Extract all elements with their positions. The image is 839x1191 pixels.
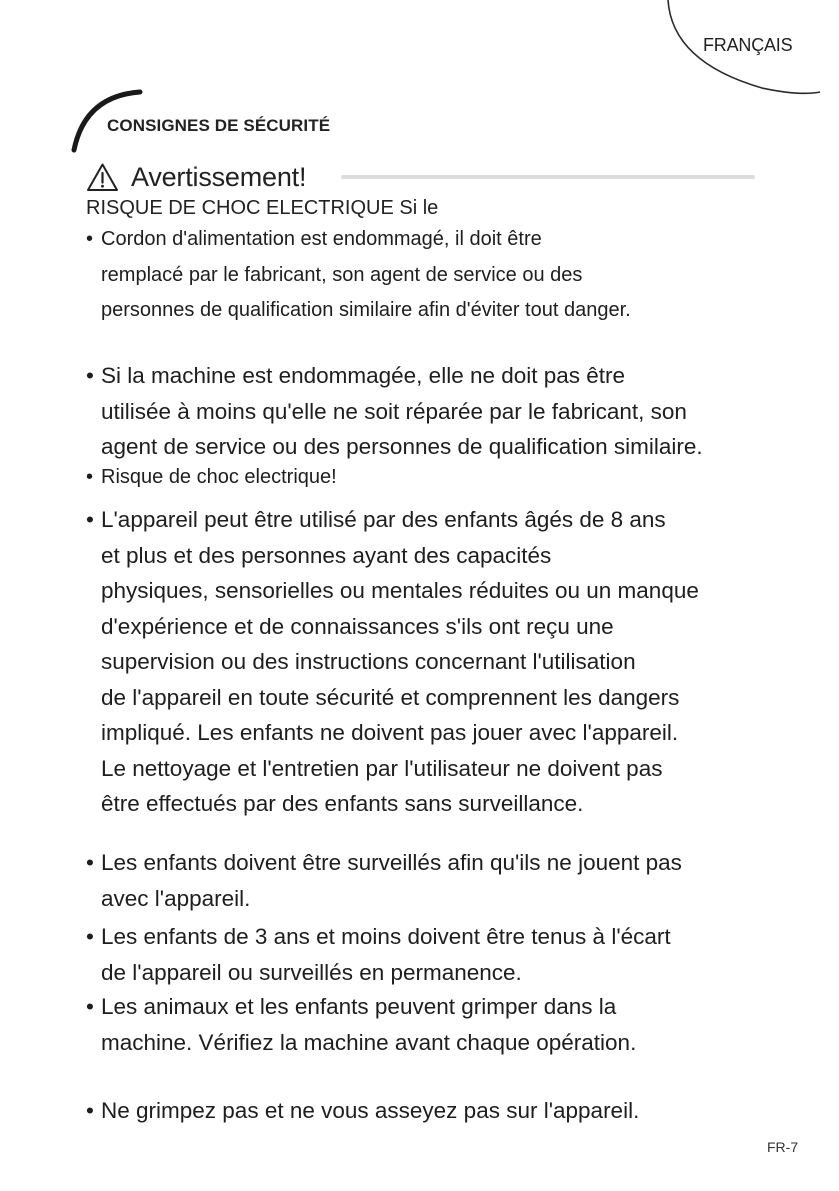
warning-heading xyxy=(86,161,306,193)
item-text: utilisée à moins qu'elle ne soit réparée par le fabricant, son xyxy=(101,398,687,424)
bullet: • xyxy=(86,466,94,488)
language-label: FRANÇAIS xyxy=(703,35,793,55)
item-text: remplacé par le fabricant, son agent de service ou des xyxy=(101,263,583,286)
item-text: Ne grimpez pas et ne vous asseyez pas sur l'appareil. xyxy=(101,1098,640,1123)
warning-divider xyxy=(341,175,755,179)
item-text: physiques, sensorielles ou mentales réduites ou un manque xyxy=(101,578,699,603)
item-text: et plus et des personnes ayant des capacités xyxy=(101,542,552,568)
item-text: Cordon d'alimentation est endommagé, il doit être xyxy=(101,228,542,250)
item-text: supervision ou des instructions concernant l'utilisation xyxy=(101,649,636,674)
bullet: • xyxy=(86,924,94,949)
bullet: • xyxy=(86,994,94,1019)
bullet: • xyxy=(86,850,94,875)
item-text: Risque de choc electrique! xyxy=(101,466,337,488)
risk-heading: RISQUE DE CHOC ELECTRIQUE Si le xyxy=(86,197,439,219)
item-text: agent de service ou des personnes de qualification similaire. xyxy=(101,434,703,459)
item-text: d'expérience et de connaissances s'ils ont reçu une xyxy=(101,613,614,639)
item-text: être effectués par des enfants sans surveillance. xyxy=(101,791,584,816)
warning-title: Avertissement! xyxy=(131,161,307,192)
item-text: personnes de qualification similaire afin d'éviter tout danger. xyxy=(101,299,631,321)
bullet: • xyxy=(86,507,94,532)
bullet: • xyxy=(86,1098,94,1123)
item-text: Si la machine est endommagée, elle ne doit pas être xyxy=(101,363,626,388)
warning-triangle-icon xyxy=(86,162,119,192)
item-text: Le nettoyage et l'entretien par l'utilisateur ne doivent pas xyxy=(101,755,663,781)
item-text: machine. Vérifiez la machine avant chaque opération. xyxy=(101,1029,637,1055)
bullet: • xyxy=(86,228,94,250)
item-text: Les enfants de 3 ans et moins doivent être tenus à l'écart xyxy=(101,924,671,949)
item-text: avec l'appareil. xyxy=(101,885,251,911)
item-text: de l'appareil ou surveillés en permanence. xyxy=(101,959,522,985)
page-number: FR-7 xyxy=(767,1139,799,1155)
item-text: de l'appareil en toute sécurité et comprennent les dangers xyxy=(101,684,680,710)
item-text: impliqué. Les enfants ne doivent pas jouer avec l'appareil. xyxy=(101,720,679,745)
item-text: Les enfants doivent être surveillés afin qu'ils ne jouent pas xyxy=(101,850,682,875)
bullet: • xyxy=(86,363,94,388)
section-title: CONSIGNES DE SÉCURITÉ xyxy=(107,116,331,135)
item-text: L'appareil peut être utilisé par des enfants âgés de 8 ans xyxy=(101,507,666,532)
item-text: Les animaux et les enfants peuvent grimper dans la xyxy=(101,994,617,1019)
